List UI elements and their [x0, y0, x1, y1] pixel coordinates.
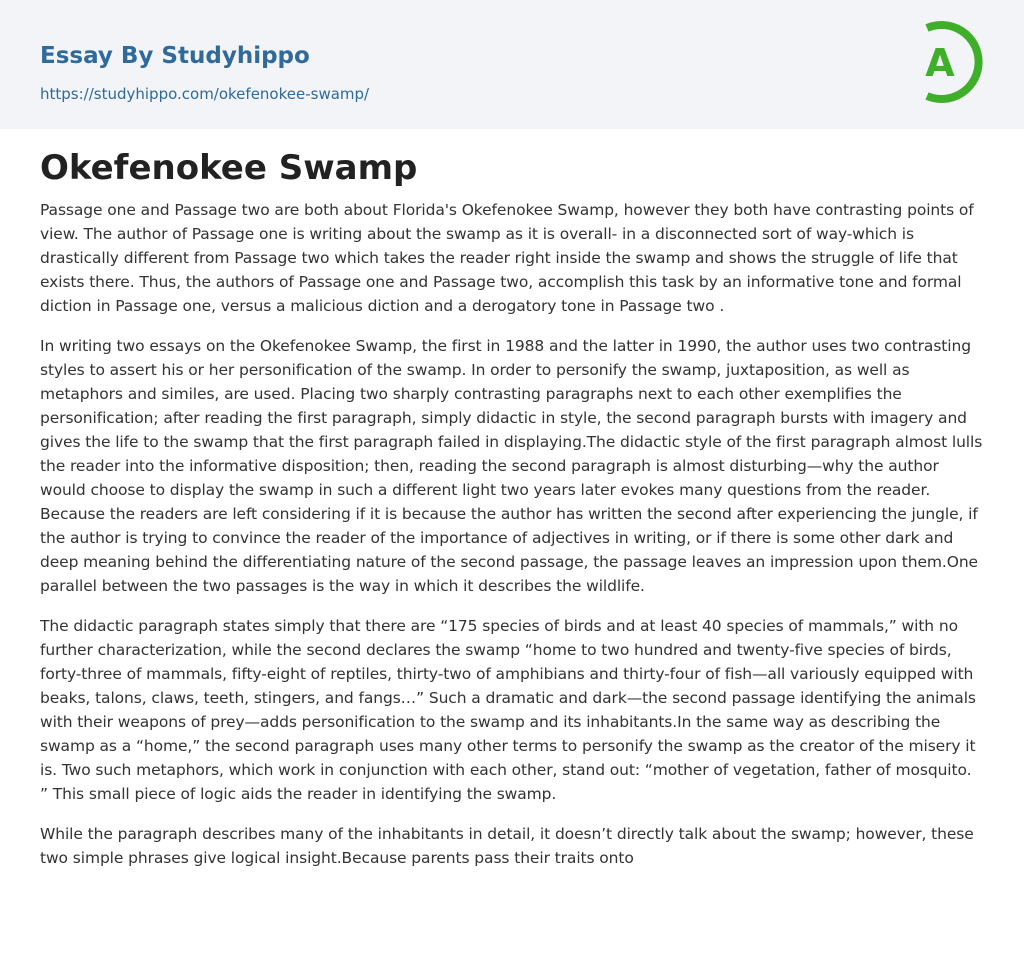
studyhippo-logo-icon[interactable] [909, 17, 989, 107]
essay-content [40, 144, 984, 886]
essay-paragraph-4: While the paragraph describes many of the inhabitants in detail, it doesn’t directly talk about the swamp; however, these two simple phrases give logical insight.Because parents pass their traits onto [40, 825, 974, 867]
logo-letter: A [925, 41, 955, 85]
essay-paragraph-2: In writing two essays on the Okefenokee Swamp, the first in 1988 and the latter in 1990, the author uses two contrasting styles to assert his or her personification of the swamp. In order to personify the swamp, juxtaposition, as well as metaphors and similes, are used. Placing two sharply contrasting paragraphs next to each other exemplifies the personification; after reading the first paragraph, simply didactic in style, the second paragraph bursts with imagery and gives the life to the swamp that the first paragraph failed in displaying.The didactic style of the first paragraph almost lulls the reader into the informative disposition; then, reading the second paragraph is almost disturbing—why the author would choose to display the swamp in such a different light two years later evokes many questions from the reader. Because the readers are left considering if it is because the author has written the second after experiencing the jungle, if the author is trying to convince the reader of the importance of adjectives in writing, or if there is some other dark and deep meaning behind the differentiating nature of the second passage, the passage leaves an impression upon them.One parallel between the two passages is the way in which it describes the wildlife. [40, 337, 983, 595]
essay-title: Okefenokee Swamp [40, 148, 418, 188]
essay-paragraph-1: Passage one and Passage two are both about Florida's Okefenokee Swamp, however they both have contrasting points of view. The author of Passage one is writing about the swamp as it is overall- in a disconnected sort of way-which is drastically different from Passage two which takes the reader right inside the swamp and shows the struggle of life that exists there. Thus, the authors of Passage one and Passage two, accomplish this task by an informative tone and formal diction in Passage one, versus a malicious diction and a derogatory tone in Passage two . [40, 201, 974, 315]
essay-paragraph-3: The didactic paragraph states simply that there are “175 species of birds and at least 40 species of mammals,” with no further characterization, while the second declares the swamp “home to two hundred and twenty-five species of birds, forty-three of mammals, fifty-eight of reptiles, thirty-two of amphibians and thirty-four of fish—all variously equipped with beaks, talons, claws, teeth, stingers, and fangs…” Such a dramatic and dark—the second passage identifying the animals with their weapons of prey—adds personification to the swamp and its inhabitants.In the same way as describing the swamp as a “home,” the second paragraph uses many other terms to personify the swamp as the creator of the misery it is. Two such metaphors, which work in conjunction with each other, stand out: “mother of vegetation, father of mosquito. ” This small piece of logic aids the reader in identifying the swamp. [40, 617, 976, 803]
essay-url-link[interactable]: https://studyhippo.com/okefenokee-swamp/ [40, 85, 370, 103]
site-header [0, 0, 1024, 129]
site-brand-title[interactable]: Essay By Studyhippo [40, 43, 310, 69]
